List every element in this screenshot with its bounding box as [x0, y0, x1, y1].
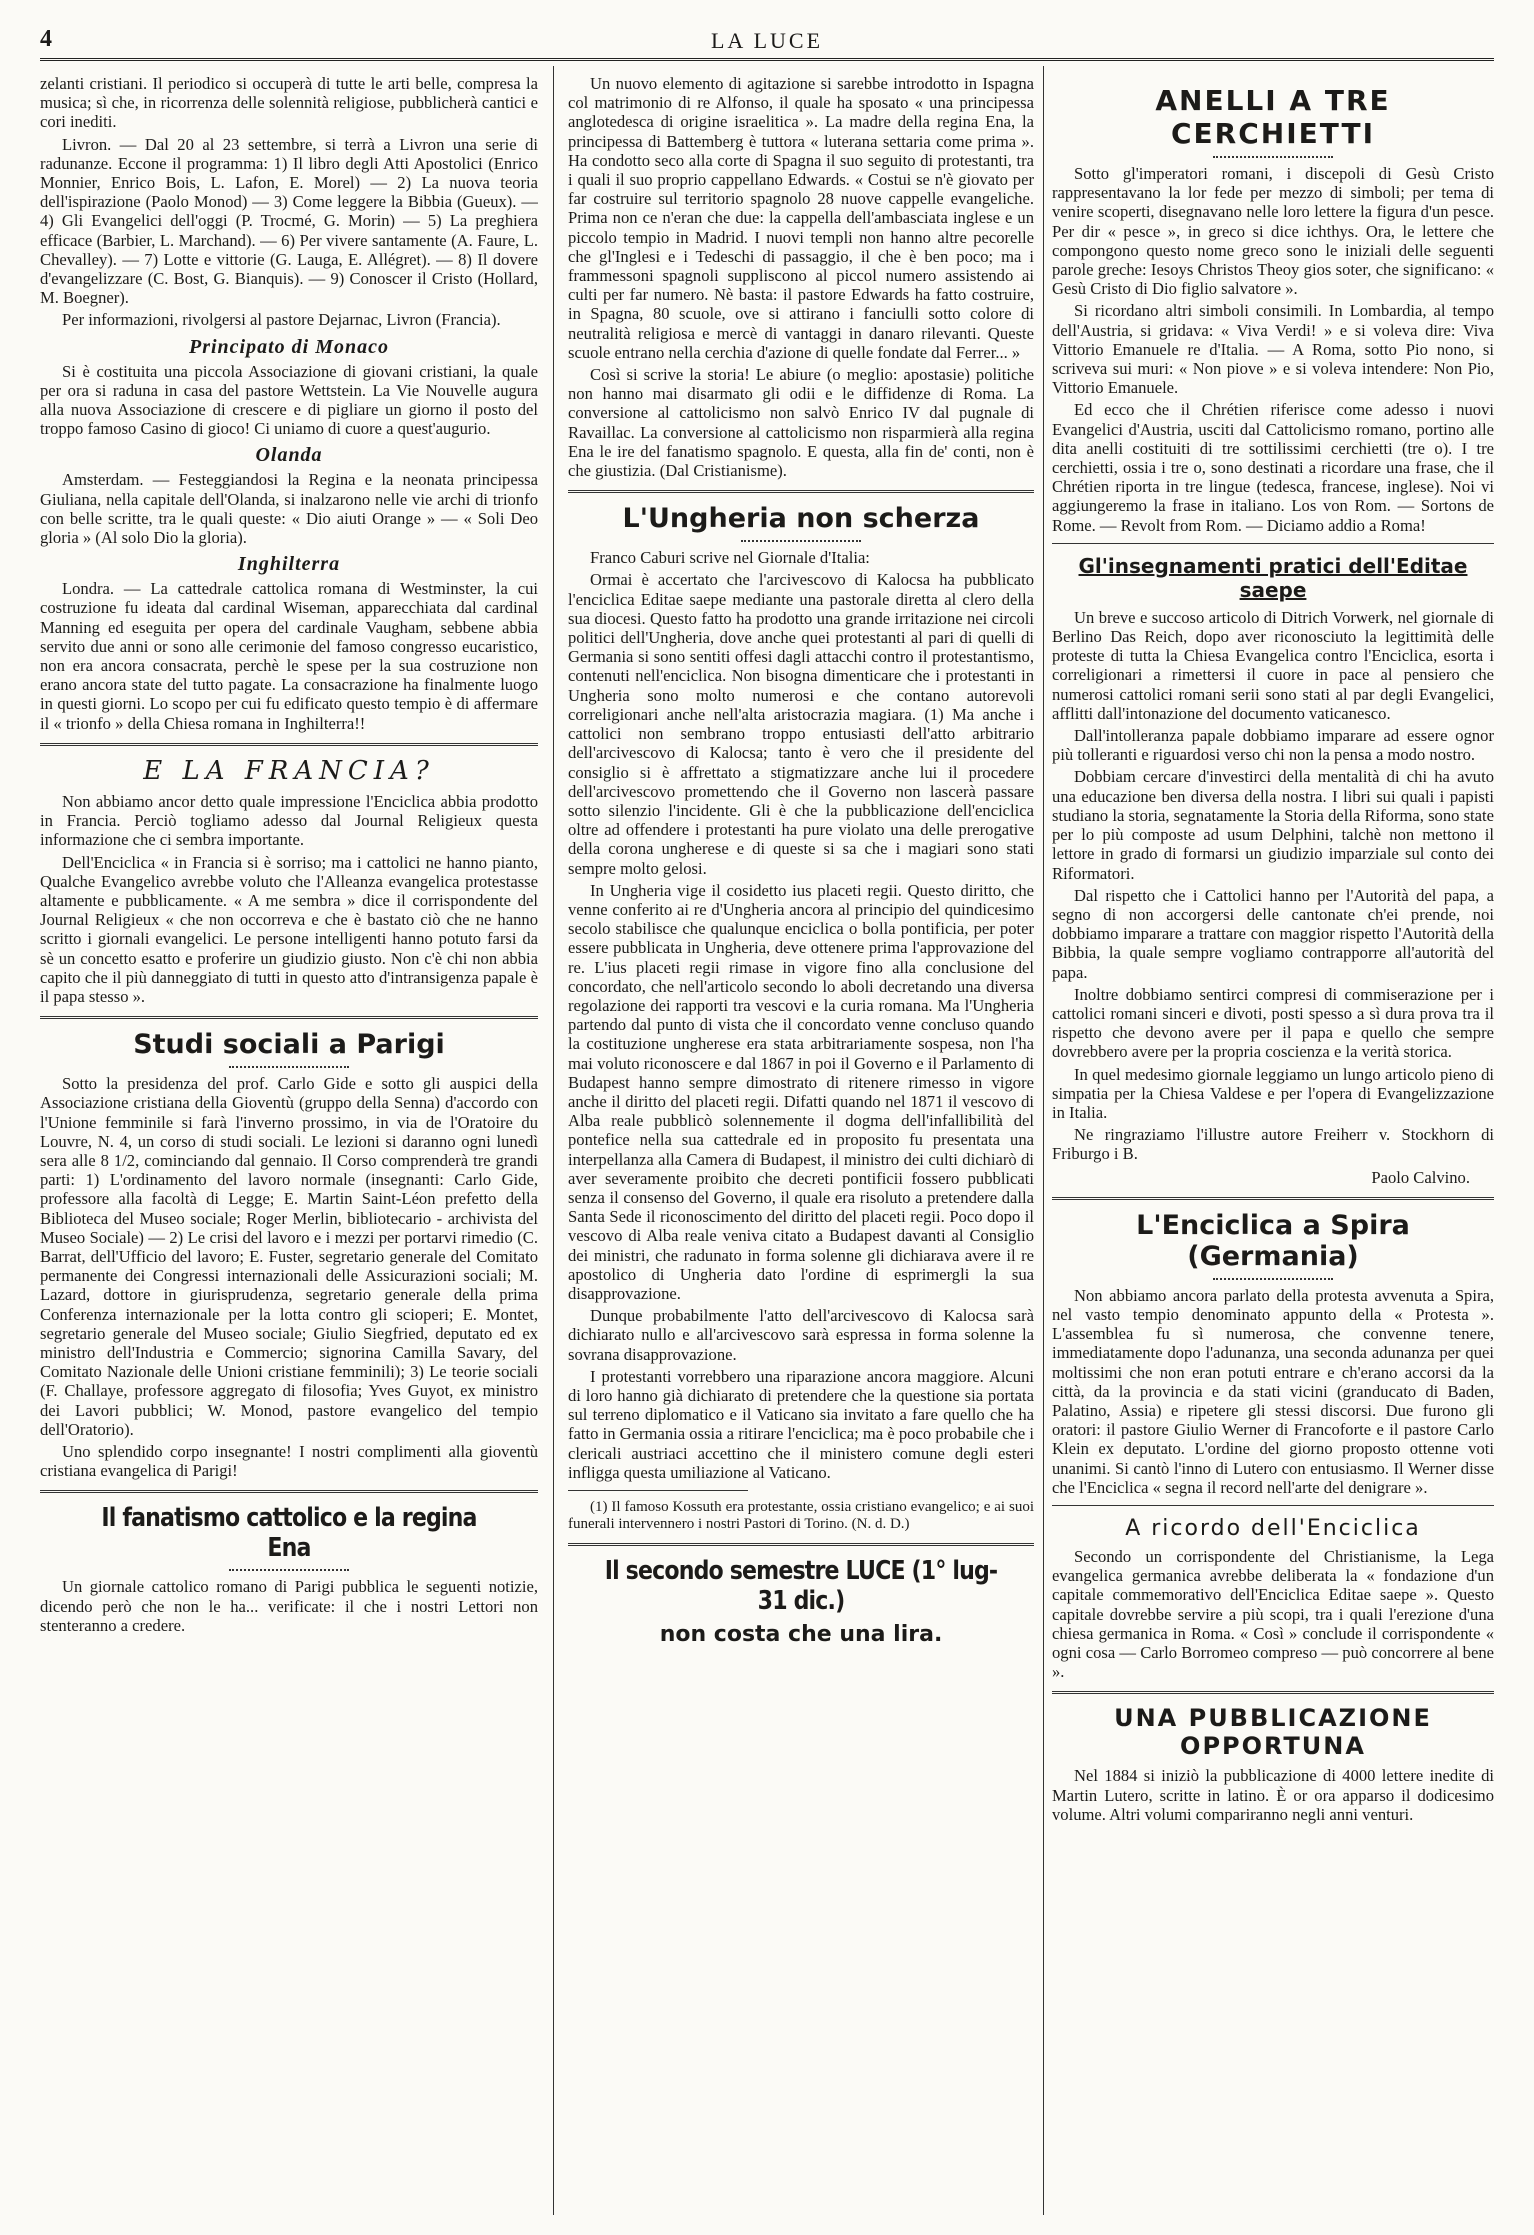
section-divider — [1052, 543, 1494, 544]
article-title: ANELLI A TRE CERCHIETTI — [1155, 84, 1391, 150]
article-text: Dunque probabilmente l'atto dell'arcivescovo di Kalocsa sarà dichiarato nullo e all'arcivescovo sarà espressa in forma solenne la sovrana disapprovazione. — [568, 1306, 1034, 1364]
section-heading: Olanda — [255, 444, 323, 467]
article-title: E LA FRANCIA? — [143, 755, 435, 786]
promo-title: Il secondo semestre LUCE (1° lug-31 dic.) — [604, 1556, 998, 1617]
section-heading: Inghilterra — [237, 553, 341, 576]
article-title: A ricordo dell'Enciclica — [1125, 1515, 1421, 1541]
article-text: In Ungheria vige il cosidetto ius placeti regii. Questo diritto, che venne conferito ai re d'Ungheria ancora al principio del quindicesimo secolo stabilisce che qualunque enciclica o bolla pontificia, per poter essere pubblicata in Ungheria, deve ottenere prima l'approvazione del re. L'ius placeti regii rimase in vigore fino alla conclusione del concordato, che nell'articolo secondo lo aboli decretando una diversa regolazione dei rapporti tra vescovi e la curia romana. Ma l'Ungheria partendo dal punto di vista che il concordato venne concluso quando la costituzione ungherese era stata arbitrariamente sospesa, non l'ha mai voluto riconoscere e dal 1867 in poi il Governo e il Parlamento di Budapest hanno sempre dimostrato di ritenere rimesso in vigore anche il diritto del placeti regii. Difatti quando nel 1871 il vescovo di Alba reale pubblicò solennemente il dogma dell'infallibilità del pontefice nella sua cattedrale ed in proposito fu presentata una interpellanza alla Camera di Budapest, il ministro dei culti dichiarò di aver severamente proibito che decreti pontificii fossero pubblicati senza il consenso del Governo, il quale era risoluto a pretendere dalla Santa Sede il riconoscimento del diritto del placeti regii. Poco dopo il vescovo di Alba reale veniva citato a Budapest davanti al Consiglio dei ministri, che radunato in forma solenne gli dichiarava avere il re apostolico di Ungheria dato l'ordine di esprimergli la sua disapprovazione. — [568, 880, 1034, 1303]
column-divider — [1043, 66, 1044, 2215]
article-title: Il fanatismo cattolico e la regina Ena — [101, 1503, 477, 1564]
column-right — [1052, 74, 1494, 2211]
footnote-rule — [568, 1490, 748, 1491]
header-rule — [40, 58, 1494, 61]
article-title: Studi sociali a Parigi — [133, 1029, 445, 1061]
article-text: Uno splendido corpo insegnante! I nostri complimenti alla gioventù cristiana evangelica di Parigi! — [40, 1441, 538, 1481]
article-text: Sotto gl'imperatori romani, i discepoli di Gesù Cristo rappresentavano la lor fede per mezzo di simboli; per tema di venire scoperti, disegnavano nelle loro lettere la figura d'un pesce. Per dir « pesce », in greco si dice ichthys. Ora, le lettere che compongono questo nome greco sono le iniziali delle seguenti parole greche: Iesoys Christos Theoy gios soter, che significano: « Gesù Cristo di Dio figlio salvatore ». — [1052, 164, 1494, 299]
article-text: Londra. — La cattedrale cattolica romana di Westminster, la cui costruzione fu ideata dal cardinal Wiseman, apparecchiata dal cardinal Manning ed eseguita per opera del cardinale Vaugham, sebbene abbia servito due anni or sono alle cerimonie del famoso congresso eucaristico, non era ancora consacrata, perchè le spese per la sua costruzione non erano ancora state del tutto pagate. La consacrazione ha finalmente luogo in questi giorni. Lo scopo per cui fu edificato questo tempio è di affermare il « trionfo » della Chiesa romana in Inghilterra!! — [40, 579, 538, 733]
title-ornament — [741, 540, 861, 542]
article-text: zelanti cristiani. Il periodico si occuperà di tutte le arti belle, compresa la musica; sì che, in ricorrenza delle solennità religiose, pubblicherà cantici e cori inediti. — [40, 74, 538, 132]
article-text: Dal rispetto che i Cattolici hanno per l'Autorità del papa, a segno di non accorgersi delle cantonate ch'ei prende, noi dobbiamo imparare a trattare con maggior rispetto l'Autorità della Bibbia, la quale sempre vogliamo contrapporre all'autorità del papa. — [1052, 885, 1494, 982]
author-signature: Paolo Calvino. — [1371, 1167, 1470, 1187]
article-text: Nel 1884 si iniziò la pubblicazione di 4000 lettere inedite di Martin Lutero, scritte in latino. È or ora apparso il dodicesimo volume. Altri volumi compariranno negli anni venturi. — [1052, 1766, 1494, 1824]
article-text: Non abbiamo ancora parlato della protesta avvenuta a Spira, nel vasto tempio denominato appunto della « Protesta ». L'assemblea fu sì numerosa, che convenne tenere, immediatamente dopo l'adunanza, una seconda adunanza per quei moltissimi che non eran potuti entrare e ch'erano accorsi da la città, da la provincia e da stati vicini (granducato di Baden, Palatino, Assia) e ripetere gli stessi discorsi. Due furono gli oratori: il pastore Giulio Werner di Francoforte e il pastore Carlo Klein ex deputato. L'ordine del giorno proposto ottenne voti unanimi. Si cantò l'inno di Lutero con entusiasmo. Il Werner disse che l'Enciclica « segna il record nell'arte del denigrare ». — [1052, 1285, 1494, 1497]
title-ornament — [229, 1569, 349, 1571]
article-text: Dell'Enciclica « in Francia si è sorriso; ma i cattolici ne hanno pianto, Qualche Evangelico avrebbe voluto che l'Alleanza evangelica protestasse altamente e pubblicamente. « A me sembra » dice il corrispondente del Journal Religieux « che non occorreva e che è bastato ciò che ne hanno scritto i giornali evangelici. Le persone intelligenti hanno potuto farsi da sè un concetto esatto e proferire un giudizio giusto. Non c'è chi non abbia capito che il più danneggiato di tutti in questo atto d'intransigenza papale è il papa stesso ». — [40, 852, 538, 1006]
article-text: Non abbiamo ancor detto quale impressione l'Enciclica abbia prodotto in Francia. Perciò togliamo adesso dal Journal Religieux questa informazione che ci sembra importante. — [40, 791, 538, 850]
section-divider — [40, 1016, 538, 1019]
article-text: Amsterdam. — Festeggiandosi la Regina e la neonata principessa Giuliana, nella capitale dell'Olanda, si inalzarono nelle vie archi di trionfo con belle scritte, tra le quali queste: « Dio aiuti Orange » — « Soli Deo gloria » (Al solo Dio la gloria). — [40, 470, 538, 548]
article-text: Un nuovo elemento di agitazione si sarebbe introdotto in Ispagna col matrimonio di re Alfonso, il quale ha sposato « una principessa anglotedesca di origine israelitica ». La madre della regina Ena, la principessa di Battemberg è tuttora « luterana settaria come prima ». Ha condotto seco alla corte di Spagna il suo seguito di protestanti, tra i quali il suo proprio cappellano Edwards. « Costui se n'è giovato per far costruire sul territorio spagnolo 28 nuove cappelle evangeliche. Prima non ce n'eran che due: la cappella dell'ambasciata inglese e un piccolo tempio in Madrid. I nuovi templi non hanno altre pecorelle che gl'Inglesi e i Tedeschi di passaggio, il che è ben poco; ma i frammessoni spagnoli suppliscono al piccol numero assistendo ai culti per far numero. Nè basta: il pastore Edwards ha fatto costruire, in Spagna, 80 scuole, ove si attirano i fanciulli sotto colore di neutralità religiosa e mercè di vantaggi in danaro rilevanti. Queste scuole entrano nella cerchia d'azione di quelle fondate dal Ferrer... » — [568, 74, 1034, 362]
section-divider — [568, 490, 1034, 493]
section-divider — [1052, 1505, 1494, 1506]
section-heading: Principato di Monaco — [188, 335, 389, 358]
column-left — [40, 74, 538, 2211]
article-text: In quel medesimo giornale leggiamo un lungo articolo pieno di simpatia per la Chiesa Valdese e per l'opera di Evangelizzazione in Italia. — [1052, 1064, 1494, 1122]
section-divider — [568, 1543, 1034, 1546]
section-divider — [1052, 1197, 1494, 1200]
article-text: Un breve e succoso articolo di Ditrich Vorwerk, nel giornale di Berlino Das Reich, dopo aver riconosciuto la legittimità delle proteste di tutta la Chiesa Evangelica contro l'Enciclica, esorta i correligionari a rimettersi il cuore in pace al pensiero che numerosi cattolici romani serii sono stati al par degli Evangelici, afflitti dall'intonazione del documento vaticanesco. — [1052, 607, 1494, 723]
title-ornament — [229, 1066, 349, 1068]
article-title: Gl'insegnamenti pratici dell'Editae saepe — [1078, 553, 1468, 602]
article-text: Secondo un corrispondente del Christianisme, la Lega evangelica germanica avrebbe deliberata la « fondazione d'un capitale commemorativo dell'Enciclica Editae saepe ». Questo capitale dovrebbe servire a più scopi, tra i quali l'erezione d'una chiesa germanica in Roma. « Così » conclude il corrispondente « ogni cosa — Carlo Borromeo compreso — può concorrere al bene ». — [1052, 1546, 1494, 1682]
article-text: Livron. — Dal 20 al 23 settembre, si terrà a Livron una serie di radunanze. Eccone il programma: 1) Il libro degli Atti Apostolici (Enrico Monnier, Enrico Bois, L. Lafon, E. Morel) — 2) La nuova teoria dell'ispirazione (Paolo Monod) — 3) Come leggere la Bibbia (Gueux). — 4) Gli Evangelici dell'oggi (P. Trocmé, G. Morin) — 5) La preghiera efficace (Barbier, L. Marchand). — 6) Per vivere santamente (A. Faure, L. Chevalley). — 7) Lotte e vittorie (G. Lauga, E. Allégret). — 8) Il dovere d'evangelizzare (C. Bost, G. Bianquis). — 9) Conoscer il Cristo (Hollard, M. Boegner). — [40, 134, 538, 308]
footnote: (1) Il famoso Kossuth era protestante, ossia cristiano evangelico; e ai suoi funerali intervennero i nostri Pastori di Torino. (N. d. D.) — [568, 1499, 1034, 1533]
article-title: UNA PUBBLICAZIONE OPPORTUNA — [1114, 1704, 1432, 1761]
article-text: Franco Caburi scrive nel Giornale d'Italia: — [590, 548, 870, 568]
article-text: Ed ecco che il Chrétien riferisce come adesso i nuovi Evangelici d'Austria, usciti dal Cattolicismo romano, portino alle dita anelli costituiti di tre sottilissimi cerchietti (tre o). I tre cerchietti, ossia i tre o, sono destinati a ricordare una frase, che il Chrétien riporta in tre lingue (tedesca, francese, inglese). Noi vi aggiungeremo la frase in italiano. Los von Rom. — Sortons de Rome. — Revolt from Rom. — Diciamo addio a Roma! — [1052, 400, 1494, 535]
article-text: Dall'intolleranza papale dobbiamo imparare ad essere ognor più tolleranti e riguardosi verso chi non la pensa a modo nostro. — [1052, 726, 1494, 765]
article-text: Si è costituita una piccola Associazione di giovani cristiani, la quale per ora si raduna in casa del pastore Wettstein. La Vie Nouvelle augura alla nuova Associazione di crescere e di pigliare un giorno il posto del troppo famoso Casino di gioco! Ci uniamo di cuore a quest'augurio. — [40, 361, 538, 439]
article-text: Si ricordano altri simboli consimili. In Lombardia, al tempo dell'Austria, si gridava: « Viva Verdi! » e si voleva dire: Viva Vittorio Emanuele re d'Italia. — A Roma, sotto Pio nono, si scriveva sui muri: « Non piove » e si voleva intendere: Non Pio, Vittorio Emanuele. — [1052, 301, 1494, 398]
section-divider — [40, 1490, 538, 1493]
section-divider — [1052, 1691, 1494, 1694]
column-middle — [568, 74, 1034, 2211]
article-text: Inoltre dobbiamo sentirci compresi di commiserazione per i cattolici romani sinceri e divoti, posti spesso a sì dura prova tra il rispetto che devono avere per il papa e quello che sempre dovrebbero avere per la propria coscienza e la verità storica. — [1052, 984, 1494, 1062]
page-header — [40, 26, 1494, 56]
newspaper-name: LA LUCE — [710, 28, 824, 53]
article-text: I protestanti vorrebbero una riparazione ancora maggiore. Alcuni di loro hanno già dichiarato di pretendere che la questione sia portata sul terreno diplomatico e il Vaticano sia invitato a fare quello che ha fatto in Germania ossia a ritirare l'enciclica; ma è poco probabile che i clericali austriaci accettino che il ministero comune degli esteri infligga questa umiliazione al Vaticano. — [568, 1366, 1034, 1482]
title-ornament — [1213, 156, 1333, 158]
column-divider — [553, 66, 554, 2215]
article-text: Sotto la presidenza del prof. Carlo Gide e sotto gli auspici della Associazione cristiana della Gioventù (gruppo della Senna) d'accordo con l'Unione femminile si farà l'inverno prossimo, in via de l'Oratoire du Louvre, N. 4, un corso di studi sociali. Le lezioni si daranno ogni lunedì sera alle 8 1/2, cominciando dal gennaio. Il Corso comprenderà tre grandi parti: 1) L'ordinamento del lavoro normale (insegnanti: Carlo Gide, professore alla facoltà di Legge; E. Martin Saint-Léon prefetto della Biblioteca del Museo sociale; Roger Merlin, bibliotecario - archivista del Museo Sociale) — 2) Le crisi del lavoro e i mezzi per portarvi rimedio (C. Barrat, dell'Ufficio del lavoro; E. Fuster, segretario generale del Comitato permanente dei Congressi internazionali delle Assicurazioni sociali; M. Lazard, dottore in giurisprudenza, segretario generale della prima Conferenza internazionale per la lotta contro gli scioperi; E. Montet, segretario generale del Museo sociale; Giulio Siegfried, deputato ed ex ministro dell'Industria e Commercio; signorina Camilla Savary, del Comitato Nazionale delle Unioni cristiane femminili); 3) Le teorie sociali (F. Challaye, professore aggregato di filosofia; Yves Guyot, ex ministro dei Lavori pubblici; W. Monod, pastore evangelico del tempio dell'Oratorio). — [40, 1074, 538, 1439]
section-divider — [40, 743, 538, 746]
article-text: Dobbiam cercare d'investirci della mentalità di chi ha avuto una educazione ben diversa della nostra. I libri sui quali i papisti studiano la storia, segnatamente la Storia della Riforma, sono state per lo più composte ad usum Delphini, talchè non mettono il lettore in grado di formarsi un giudizio imparziale sul conto dei Riformatori. — [1052, 767, 1494, 883]
article-title: L'Enciclica a Spira (Germania) — [1136, 1209, 1410, 1272]
article-text: Per informazioni, rivolgersi al pastore Dejarnac, Livron (Francia). — [62, 310, 501, 330]
article-text: Ormai è accertato che l'arcivescovo di Kalocsa ha pubblicato l'enciclica Editae saepe mediante una pastorale diretta al clero della sua diocesi. Questo fatto ha prodotto una grande irritazione nei circoli politici dell'Ungheria, dove anche quei protestanti al pari di quelli di Germania si sono sentiti offesi dagli attacchi contro il protestantismo, contenuti nell'enciclica. Non bisogna dimenticare che i protestanti in Ungheria sono molto numerosi e che contano autorevoli correligionari anche nell'alta aristocrazia magiara. (1) Ma anche i cattolici non sembrano troppo entusiasti dell'atto arbitrario dell'arcivescovo di Kalocsa; tanto è vero che il presidente del consiglio si è affrettato a stigmatizzare anche lui il procedere dell'arcivescovo promettendo che il Governo non lascerà passare sotto silenzio l'incidente. Gli è che la pubblicazione dell'enciclica oltre ad offendere i protestanti ha pure violato una delle prerogative della corona ungherese e di queste si sa che i magiari sono stati sempre molto gelosi. — [568, 570, 1034, 878]
article-title: L'Ungheria non scherza — [622, 503, 980, 535]
article-text: Un giornale cattolico romano di Parigi pubblica le seguenti notizie, dicendo però che non le ha... verificate: il che i nostri Lettori non stenteranno a credere. — [40, 1577, 538, 1635]
title-ornament — [1213, 1278, 1333, 1280]
page-number: 4 — [40, 26, 52, 52]
promo-subtitle: non costa che una lira. — [659, 1622, 943, 1648]
article-text: Ne ringraziamo l'illustre autore Freiherr v. Stockhorn di Friburgo i B. — [1052, 1125, 1494, 1164]
article-text: Così si scrive la storia! Le abiure (o meglio: apostasie) politiche non hanno mai disarmato gli odii e le diffidenze di Roma. La conversione al cattolicismo non salvò Enrico IV dal pugnale di Ravaillac. La conversione al cattolicismo non risparmierà alla regina Ena le ire del fanatismo spagnolo. E questa, alla fin de' conti, non è che giustizia. (Dal Cristianisme). — [568, 365, 1034, 481]
